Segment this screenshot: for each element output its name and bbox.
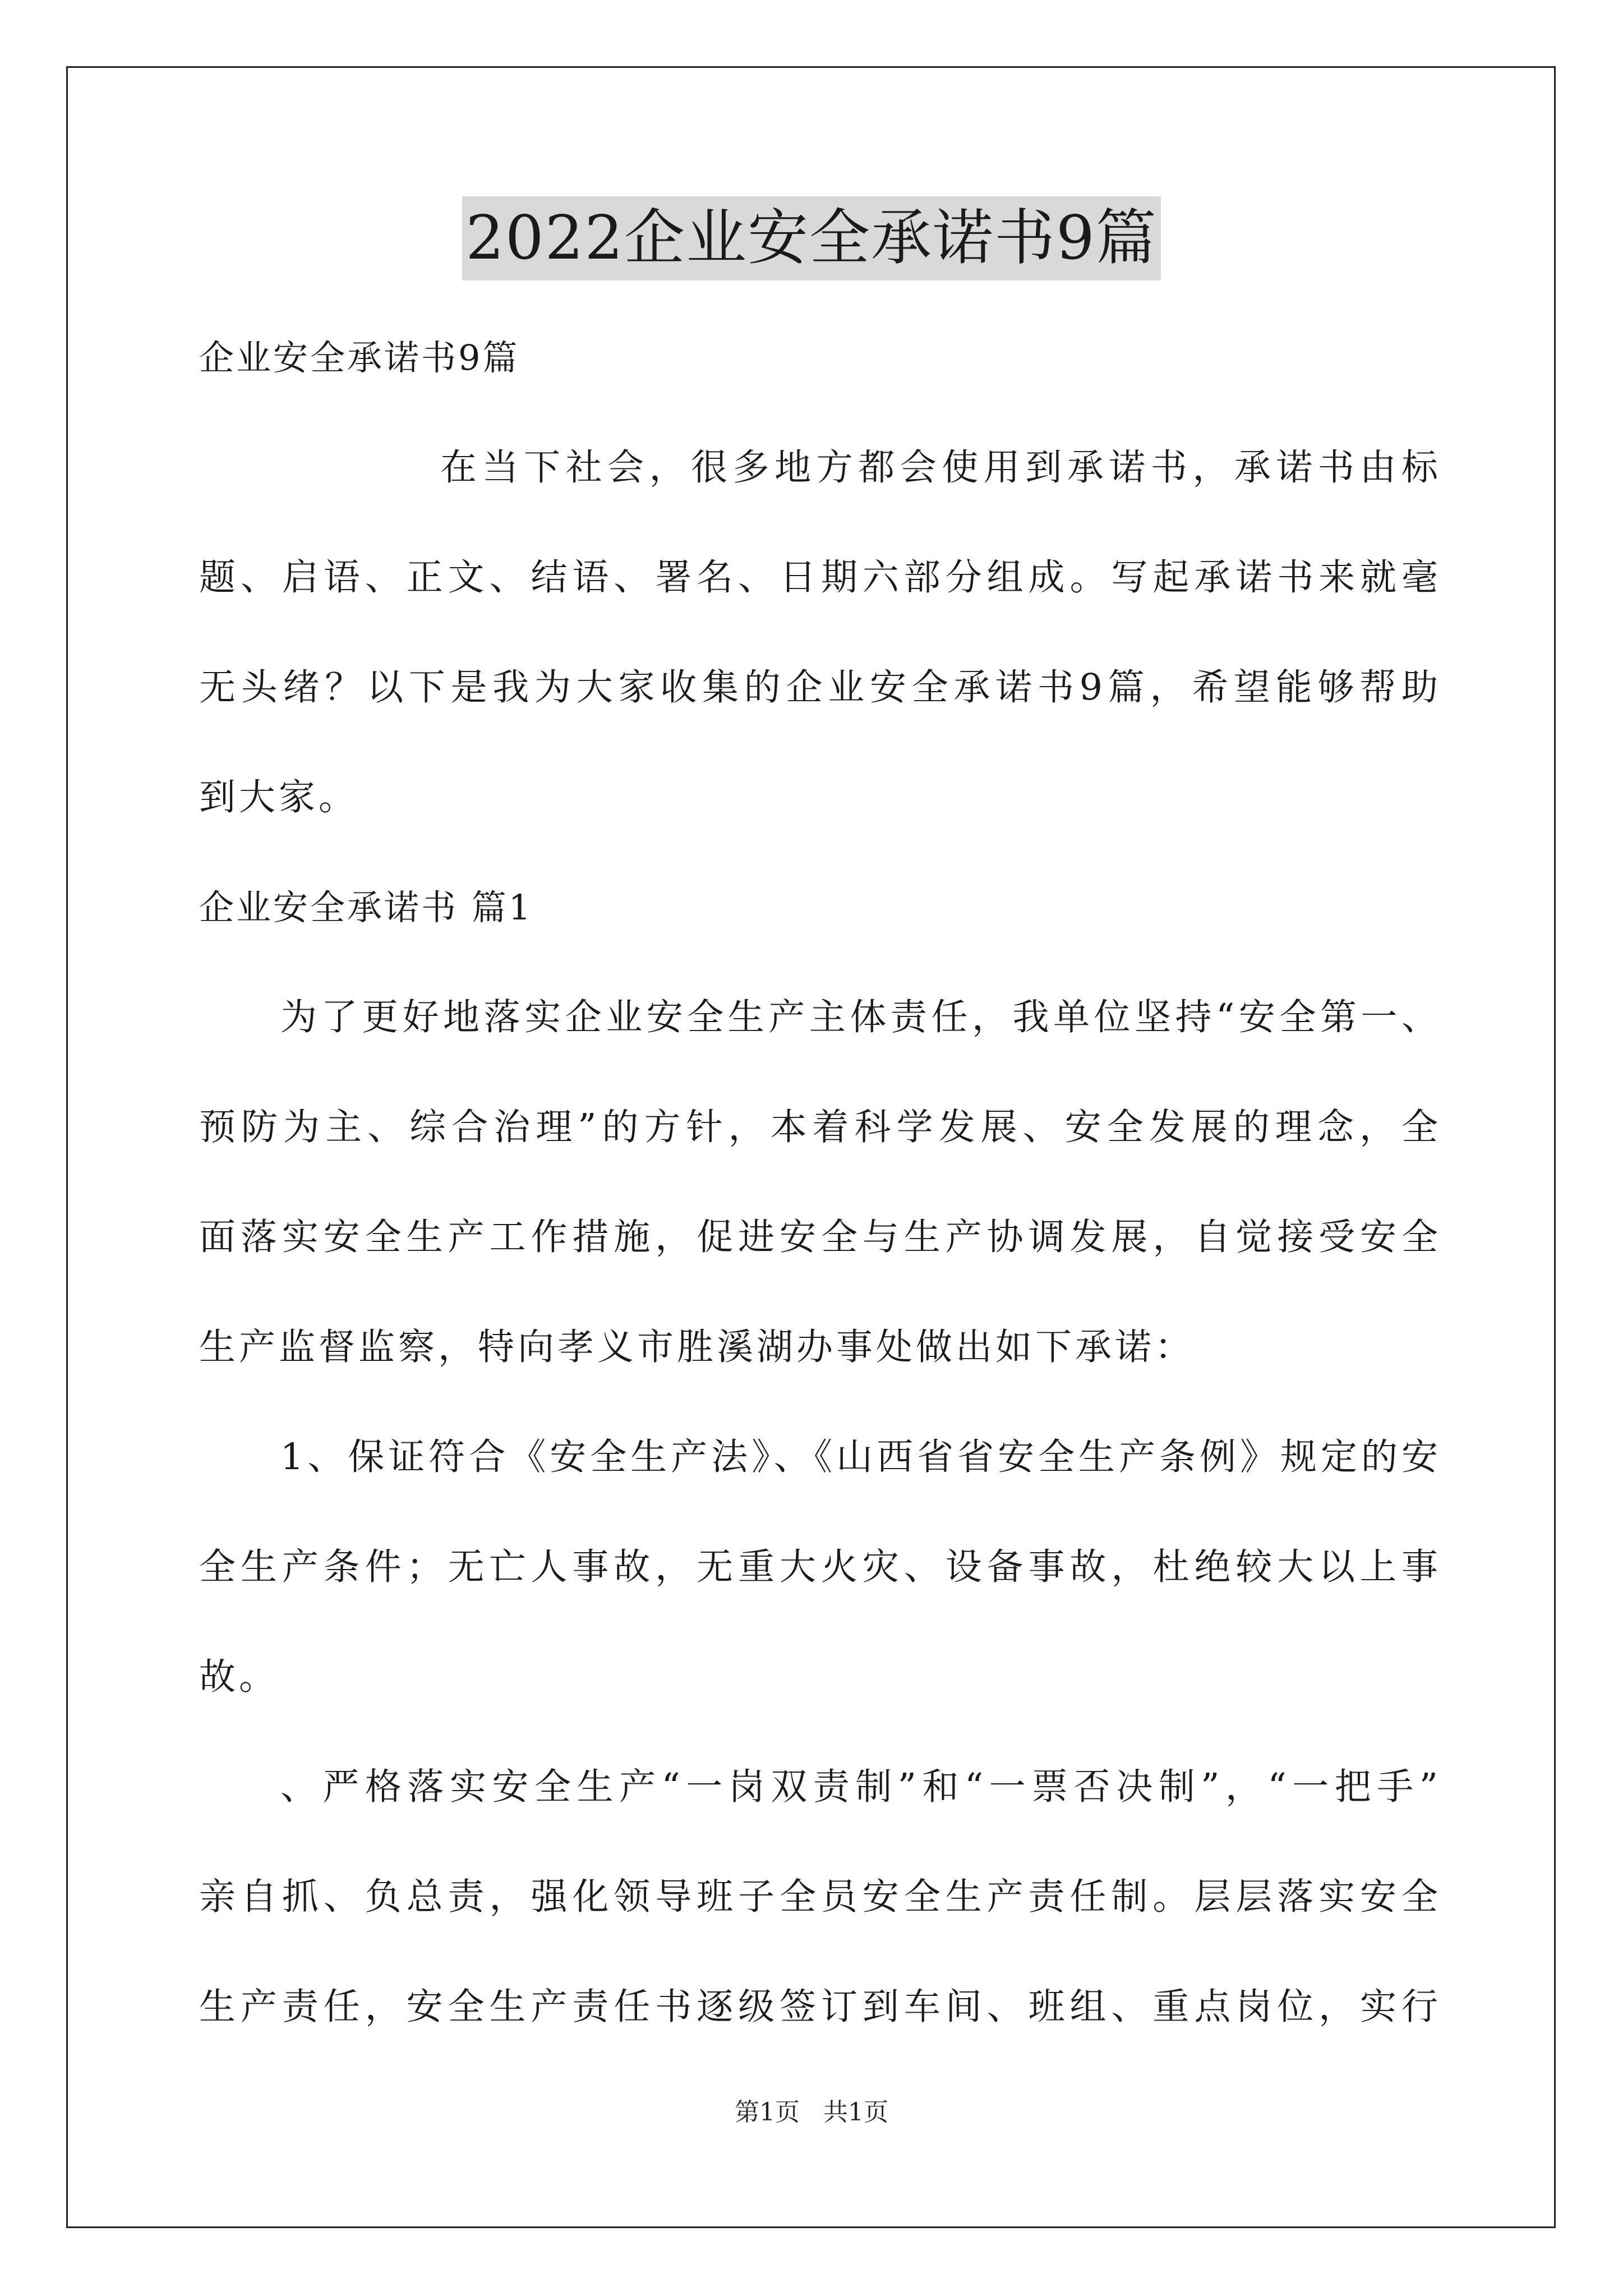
list-item-line: 生产责任，安全生产责任书逐级签订到车间、班组、重点岗位，实行 <box>199 1986 1441 2028</box>
list-item-line: 亲自抓、负总责，强化领导班子全员安全生产责任制。层层落实安全 <box>199 1876 1441 1918</box>
intro-line: 题、启语、正文、结语、署名、日期六部分组成。写起承诺书来就毫 <box>199 556 1441 599</box>
intro-line: 无头绪？以下是我为大家收集的企业安全承诺书9篇，希望能够帮助 <box>199 666 1441 708</box>
paragraph-line: 面落实安全生产工作措施，促进安全与生产协调发展，自觉接受安全 <box>199 1216 1441 1258</box>
section-heading: 企业安全承诺书 篇1 <box>199 887 533 928</box>
document-body <box>199 303 1441 2062</box>
paragraph-line: 为了更好地落实企业安全生产主体责任，我单位坚持“安全第一、 <box>280 996 1441 1038</box>
list-item-line: 故。 <box>199 1656 279 1698</box>
intro-line: 在当下社会，很多地方都会使用到承诺书，承诺书由标 <box>440 447 1441 489</box>
list-item-line: 1、保证符合《安全生产法》、《山西省省安全生产条例》规定的安 <box>280 1436 1441 1478</box>
list-item-line: 全生产条件；无亡人事故，无重大火灾、设备事故，杜绝较大以上事 <box>199 1546 1441 1588</box>
paragraph-line: 预防为主、综合治理”的方针，本着科学发展、安全发展的理念，全 <box>199 1106 1441 1148</box>
subtitle: 企业安全承诺书9篇 <box>199 337 520 378</box>
paragraph-line: 生产监督监察，特向孝义市胜溪湖办事处做出如下承诺： <box>199 1326 1195 1368</box>
intro-line: 到大家。 <box>199 776 359 818</box>
page-number-footer: 第1页 共1页 <box>735 2098 888 2127</box>
list-item-line: 、严格落实安全生产“一岗双责制”和“一票否决制”，“一把手” <box>280 1766 1441 1808</box>
document-title-wrapper <box>0 196 1623 280</box>
document-title: 2022企业安全承诺书9篇 <box>462 196 1161 280</box>
